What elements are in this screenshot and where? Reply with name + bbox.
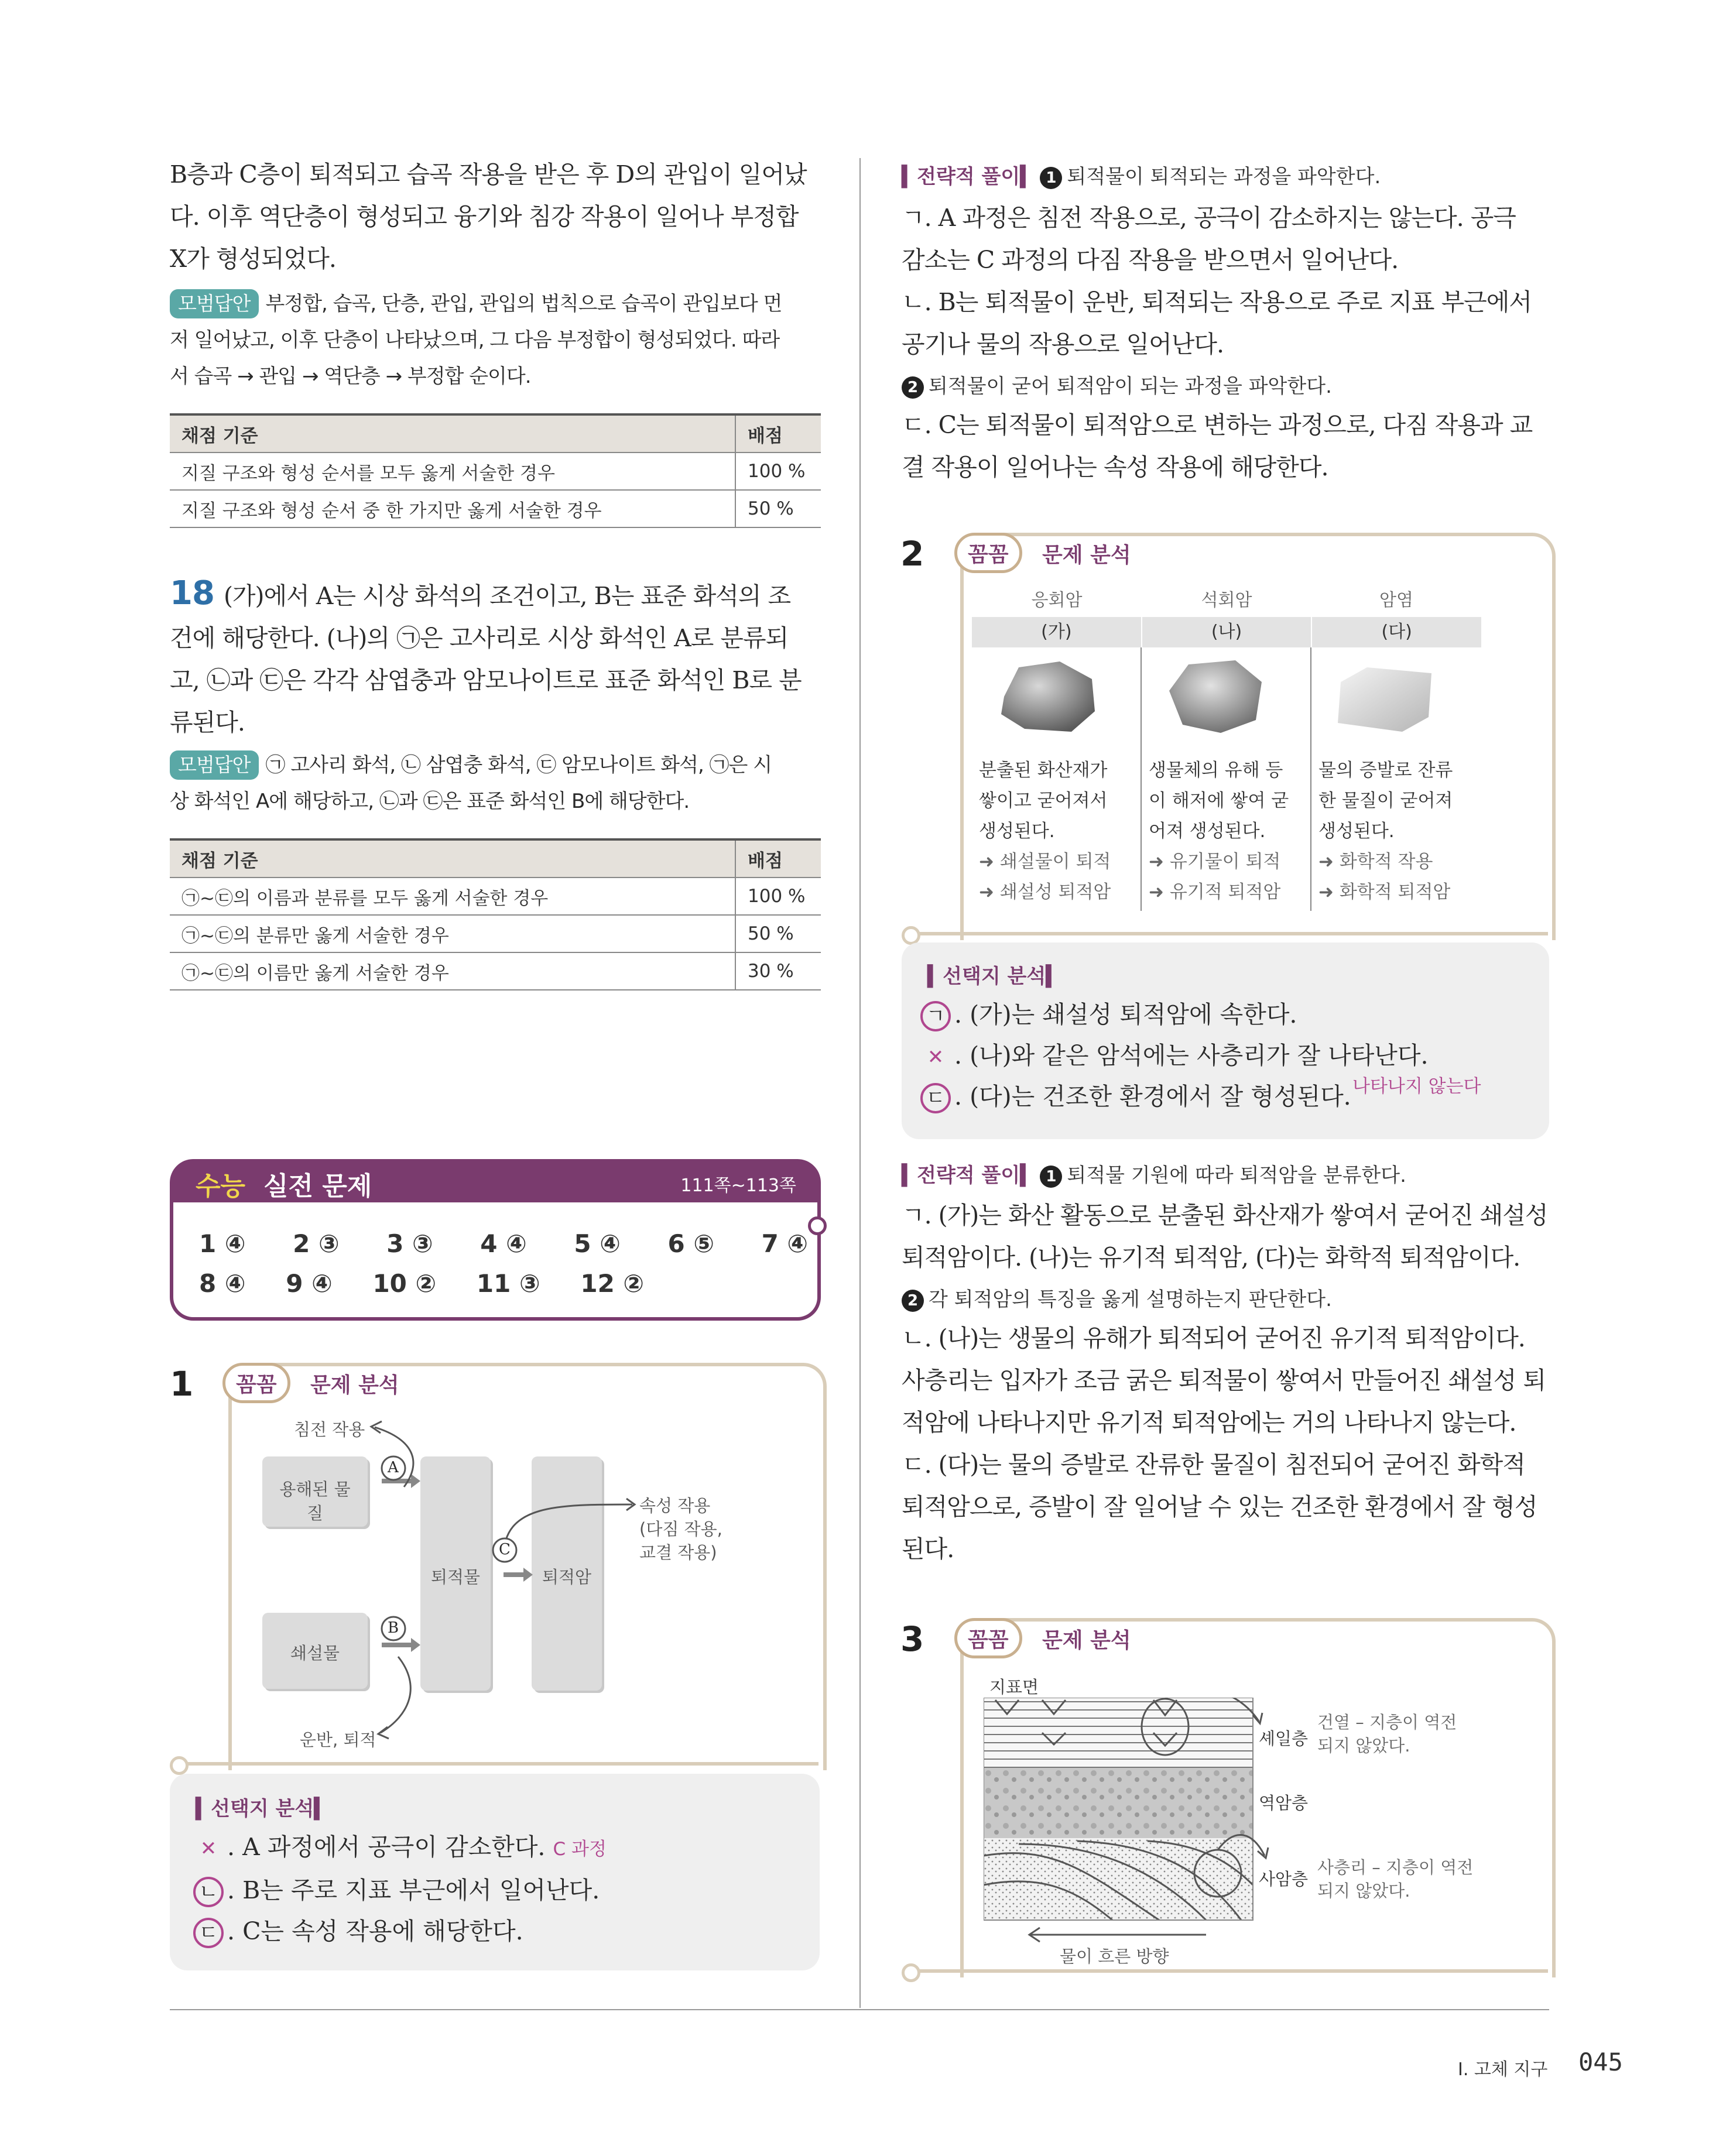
note-line: 사층리 – 지층이 역전 bbox=[1317, 1857, 1474, 1877]
desc-line: 물의 증발로 잔류 bbox=[1318, 760, 1453, 781]
strategy-label: ▍전략적 풀이▍ bbox=[902, 165, 1036, 188]
answer-item: 9 ④ bbox=[286, 1269, 333, 1298]
desc-line: 생성된다. bbox=[1318, 821, 1395, 842]
flow-direction-label: 물이 흐른 방향 bbox=[1060, 1946, 1169, 1966]
choice-list-1 bbox=[193, 1826, 802, 1952]
desc-line: ➜ 화학적 작용 bbox=[1318, 851, 1433, 872]
limestone-image bbox=[1162, 656, 1268, 738]
choice-item bbox=[920, 1035, 1541, 1076]
table-cell: ㉠~㉢의 이름과 분류를 모두 옳게 서술한 경우 bbox=[170, 878, 735, 915]
diagenesis-label bbox=[639, 1494, 722, 1564]
answer-item: 11 ③ bbox=[476, 1269, 540, 1298]
sediment-label: 퇴적물 bbox=[430, 1567, 481, 1587]
choice-list-2 bbox=[920, 994, 1541, 1117]
desc-line: 생물체의 유해 등 bbox=[1149, 760, 1283, 781]
dissolved-label: 용해된 물질 bbox=[279, 1479, 351, 1523]
note-line: 되지 않았다. bbox=[1317, 1736, 1410, 1756]
choice-title-text: 선택지 분석 bbox=[211, 1797, 314, 1821]
strategy-1-head-2 bbox=[902, 370, 1332, 399]
suneung-dot bbox=[808, 1216, 827, 1235]
circle-mark: ㄴ bbox=[193, 1877, 224, 1907]
strategy-heading: 각 퇴적암의 특징을 옳게 설명하는지 판단한다. bbox=[929, 1288, 1332, 1311]
rock-name: 응회암 bbox=[1031, 590, 1083, 611]
q18-line: 건에 해당한다. (나)의 ㉠은 고사리로 시상 화석인 A로 분류되 bbox=[170, 624, 789, 652]
strategy-line: 퇴적암이다. (나)는 유기적 퇴적암, (다)는 화학적 퇴적암이다. bbox=[902, 1243, 1520, 1271]
desc-line: ➜ 화학적 퇴적암 bbox=[1318, 882, 1451, 903]
strategy-1-head bbox=[902, 160, 1381, 189]
panel-line bbox=[186, 1762, 818, 1766]
rock-divider bbox=[1141, 647, 1142, 911]
model-answer-18 bbox=[170, 747, 826, 820]
model-answer-17 bbox=[170, 286, 826, 395]
choice-title: ▍선택지 분석▍ bbox=[927, 965, 1061, 988]
panel-line bbox=[918, 1969, 1548, 1973]
strategy-label-text: 전략적 풀이 bbox=[917, 1164, 1020, 1187]
rock-names bbox=[972, 585, 1481, 611]
crossbed-note bbox=[1317, 1856, 1473, 1903]
scoring-table-17 bbox=[170, 413, 821, 528]
table-header: 채점 기준 bbox=[170, 414, 735, 453]
diagenesis-line: (다짐 작용, bbox=[639, 1519, 722, 1539]
desc-line: 한 물질이 굳어져 bbox=[1318, 790, 1453, 811]
kkomkkom-badge: 꼼꼼 bbox=[954, 1618, 1022, 1658]
q18-line: 고, ㉡과 ㉢은 각각 삼엽충과 암모나이트로 표준 화석인 B로 분 bbox=[170, 666, 802, 694]
rock-name: 석회암 bbox=[1201, 590, 1252, 611]
desc-line: ➜ 유기물이 퇴적 bbox=[1149, 851, 1281, 872]
diagram-arrows bbox=[246, 1411, 808, 1762]
choice-text: . A 과정에서 공극이 감소한다. bbox=[227, 1833, 546, 1861]
choice-text: . (다)는 건조한 환경에서 잘 형성된다. bbox=[954, 1082, 1351, 1110]
step-2-icon: 2 bbox=[902, 1290, 924, 1312]
strategy-line: 사층리는 입자가 조금 굵은 퇴적물이 쌓여서 만들어진 쇄설성 퇴 bbox=[902, 1366, 1546, 1394]
strategy-heading: 퇴적물 기원에 따라 퇴적암을 분류한다. bbox=[1067, 1164, 1406, 1187]
circle-mark: ㄱ bbox=[920, 1001, 951, 1031]
question-number: 18 bbox=[170, 574, 214, 612]
mudcrack-note bbox=[1317, 1711, 1457, 1757]
rock-desc-1 bbox=[979, 755, 1137, 907]
rock-tag-row bbox=[972, 617, 1481, 647]
kkomkkom-badge: 꼼꼼 bbox=[954, 533, 1022, 573]
analysis-label: 문제 분석 bbox=[310, 1373, 399, 1397]
answer-item: 6 ⑤ bbox=[667, 1229, 714, 1258]
rock-divider bbox=[1310, 647, 1311, 911]
column-divider bbox=[859, 158, 861, 2008]
choice-text: . (가)는 쇄설성 퇴적암에 속한다. bbox=[954, 1000, 1297, 1029]
diagenesis-line: 교결 작용) bbox=[639, 1543, 717, 1562]
tuff-image bbox=[995, 656, 1101, 738]
choice-text: . B는 주로 지표 부근에서 일어난다. bbox=[227, 1876, 600, 1904]
strategy-line: ㄱ. A 과정은 침전 작용으로, 공극이 감소하지는 않는다. 공극 bbox=[902, 204, 1516, 232]
sandstone-label: 사암층 bbox=[1259, 1869, 1309, 1889]
strategy-line: ㄷ. C는 퇴적물이 퇴적암으로 변하는 과정으로, 다짐 작용과 교 bbox=[902, 411, 1533, 439]
table-header: 채점 기준 bbox=[170, 839, 735, 878]
answer-item: 7 ④ bbox=[761, 1229, 808, 1258]
table-header: 배점 bbox=[735, 414, 821, 453]
cross-mark-icon: ✕ bbox=[927, 1046, 944, 1069]
table-cell: ㉠~㉢의 이름만 옳게 서술한 경우 bbox=[170, 952, 735, 990]
table-cell: 100 % bbox=[735, 453, 821, 490]
choice-item bbox=[193, 1826, 802, 1870]
label-c: C bbox=[499, 1541, 511, 1558]
rock-tag: (다) bbox=[1381, 622, 1412, 642]
table-cell: 지질 구조와 형성 순서를 모두 옳게 서술한 경우 bbox=[170, 453, 735, 490]
problem-number-1: 1 bbox=[170, 1364, 194, 1404]
analysis-label: 문제 분석 bbox=[1042, 543, 1131, 567]
answer-item: 5 ④ bbox=[574, 1229, 621, 1258]
desc-line: 생성된다. bbox=[979, 821, 1055, 842]
step-1-icon: 1 bbox=[1040, 1166, 1062, 1188]
desc-line: 이 해저에 쌓여 굳 bbox=[1149, 790, 1289, 811]
table-cell: 지질 구조와 형성 순서 중 한 가지만 옳게 서술한 경우 bbox=[170, 490, 735, 527]
suneung-header bbox=[170, 1159, 821, 1202]
strategy-line: ㄴ. B는 퇴적물이 운반, 퇴적되는 작용으로 주로 지표 부근에서 bbox=[902, 288, 1532, 316]
rock-label: 퇴적암 bbox=[542, 1567, 592, 1587]
sedimentation-diagram bbox=[246, 1411, 808, 1762]
strategy-label-text: 전략적 풀이 bbox=[917, 165, 1020, 188]
table-cell: 30 % bbox=[735, 952, 821, 990]
clastic-label: 쇄설물 bbox=[290, 1643, 340, 1663]
circle-mark: ㄷ bbox=[193, 1918, 224, 1948]
shale-label: 셰일층 bbox=[1259, 1729, 1309, 1749]
answer-item: 8 ④ bbox=[199, 1269, 246, 1298]
rock-tag: (나) bbox=[1142, 617, 1313, 647]
intro-line: X가 형성되었다. bbox=[170, 245, 336, 273]
model-line: 저 일어났고, 이후 단층이 나타났으며, 그 다음 부정합이 형성되었다. 따라 bbox=[170, 328, 780, 352]
table-header: 배점 bbox=[735, 839, 821, 878]
answer-item: 12 ② bbox=[580, 1269, 644, 1298]
desc-line: ➜ 쇄설성 퇴적암 bbox=[979, 882, 1111, 903]
strategy-2-head bbox=[902, 1159, 1406, 1188]
precipitation-label: 침전 작용 bbox=[294, 1420, 365, 1439]
table-cell: 50 % bbox=[735, 915, 821, 952]
note-line: 건열 – 지층이 역전 bbox=[1317, 1712, 1457, 1732]
choice-item bbox=[920, 994, 1541, 1035]
model-line: 상 화석인 A에 해당하고, ㉡과 ㉢은 표준 화석인 B에 해당한다. bbox=[170, 790, 690, 813]
answer-item: 3 ③ bbox=[386, 1229, 433, 1258]
rock-salt-image bbox=[1332, 661, 1437, 738]
strategy-line: ㄱ. (가)는 화산 활동으로 분출된 화산재가 쌓여서 굳어진 쇄설성 bbox=[902, 1201, 1548, 1229]
desc-line: ➜ 유기적 퇴적암 bbox=[1149, 882, 1281, 903]
rock-tag: (가) bbox=[972, 617, 1142, 647]
strategy-heading: 퇴적물이 퇴적되는 과정을 파악한다. bbox=[1067, 165, 1381, 188]
answer-item: 4 ④ bbox=[480, 1229, 527, 1258]
answer-item: 2 ③ bbox=[293, 1229, 340, 1258]
label-a: A bbox=[388, 1459, 399, 1476]
section-label: I. 고체 지구 bbox=[1458, 2059, 1548, 2080]
answer-item: 1 ④ bbox=[199, 1229, 246, 1258]
strategy-label: ▍전략적 풀이▍ bbox=[902, 1164, 1036, 1187]
choice-text: . C는 속성 작용에 해당한다. bbox=[227, 1917, 523, 1945]
answer-item: 10 ② bbox=[372, 1269, 437, 1298]
desc-line: 분출된 화산재가 bbox=[979, 760, 1108, 781]
surface-label: 지표면 bbox=[989, 1677, 1039, 1697]
label-b: B bbox=[388, 1619, 399, 1637]
panel-line bbox=[918, 932, 1548, 935]
strategy-line: ㄷ. (다)는 물의 증발로 잔류한 물질이 침전되어 굳어진 화학적 bbox=[902, 1451, 1525, 1479]
choice-item bbox=[193, 1911, 802, 1952]
desc-line: ➜ 쇄설물이 퇴적 bbox=[979, 851, 1111, 872]
page-number: 045 bbox=[1578, 2048, 1623, 2076]
choice-title-text: 선택지 분석 bbox=[943, 965, 1046, 988]
strategy-line: 적암에 나타나지만 유기적 퇴적암에는 거의 나타나지 않는다. bbox=[902, 1408, 1516, 1437]
problem-number-2: 2 bbox=[900, 534, 924, 574]
strategy-line: 퇴적암으로, 증발이 잘 일어날 수 있는 건조한 환경에서 잘 형성 bbox=[902, 1493, 1537, 1521]
suneung-title-a: 수능 bbox=[196, 1171, 246, 1201]
table-cell: ㉠~㉢의 분류만 옳게 서술한 경우 bbox=[170, 915, 735, 952]
kkomkkom-badge: 꼼꼼 bbox=[222, 1363, 290, 1403]
step-2-icon: 2 bbox=[902, 376, 924, 399]
transport-label: 운반, 퇴적 bbox=[300, 1730, 376, 1750]
table-cell: 50 % bbox=[735, 490, 821, 527]
answers-row-1 bbox=[199, 1229, 808, 1258]
strategy-heading: 퇴적물이 굳어 퇴적암이 되는 과정을 파악한다. bbox=[929, 375, 1332, 398]
model-line: ㉠ 고사리 화석, ㉡ 삼엽충 화석, ㉢ 암모나이트 화석, ㉠은 시 bbox=[265, 753, 772, 777]
strategy-2-body bbox=[902, 1194, 1552, 1278]
choice-title: ▍선택지 분석▍ bbox=[196, 1797, 330, 1821]
table-cell: 100 % bbox=[735, 878, 821, 915]
circle-mark: ㄷ bbox=[920, 1083, 951, 1113]
model-line: 서 습곡 → 관입 → 역단층 → 부정합 순이다. bbox=[170, 365, 531, 388]
choice-item bbox=[193, 1870, 802, 1911]
strategy-2-head-2 bbox=[902, 1283, 1332, 1312]
correction-note: 나타나지 않는다 bbox=[1352, 1076, 1481, 1097]
answers-row-2 bbox=[199, 1269, 644, 1298]
strategy-line: 된다. bbox=[902, 1535, 954, 1563]
suneung-answer-box bbox=[170, 1202, 821, 1321]
model-answer-badge: 모범답안 bbox=[170, 289, 259, 318]
strategy-line: 감소는 C 과정의 다짐 작용을 받으면서 일어난다. bbox=[902, 246, 1399, 274]
suneung-title-b: 실전 문제 bbox=[263, 1171, 372, 1201]
choice-text: . (나)와 같은 암석에는 사층리가 잘 나타난다. bbox=[954, 1041, 1429, 1070]
diagenesis-line: 속성 작용 bbox=[639, 1496, 711, 1516]
rock-desc-2 bbox=[1149, 755, 1307, 907]
problem-number-3: 3 bbox=[900, 1619, 924, 1659]
question-18 bbox=[170, 573, 826, 743]
scoring-table-18 bbox=[170, 838, 821, 990]
rock-name: 암염 bbox=[1379, 590, 1413, 611]
correction-note: C 과정 bbox=[553, 1839, 607, 1860]
strategy-line: ㄴ. (나)는 생물의 유해가 퇴적되어 굳어진 유기적 퇴적암이다. bbox=[902, 1324, 1525, 1352]
q18-line: 류된다. bbox=[170, 708, 245, 736]
strategy-line: 공기나 물의 작용으로 일어난다. bbox=[902, 330, 1224, 358]
analysis-label: 문제 분석 bbox=[1042, 1629, 1131, 1653]
suneung-pages: 111쪽~113쪽 bbox=[680, 1175, 796, 1196]
strategy-2-body-2 bbox=[902, 1317, 1552, 1570]
intro-paragraph bbox=[170, 153, 826, 280]
model-line: 부정합, 습곡, 단층, 관입, 관입의 법칙으로 습곡이 관입보다 먼 bbox=[265, 292, 782, 316]
rock-desc-3 bbox=[1318, 755, 1477, 907]
strategy-line: 결 작용이 일어나는 속성 작용에 해당한다. bbox=[902, 453, 1328, 481]
step-1-icon: 1 bbox=[1040, 167, 1062, 189]
q18-line: (가)에서 A는 시상 화석의 조건이고, B는 표준 화석의 조 bbox=[223, 582, 791, 610]
panel-dot bbox=[170, 1756, 189, 1775]
strategy-1-body bbox=[902, 197, 1552, 365]
desc-line: 쌓이고 굳어져서 bbox=[979, 790, 1108, 811]
note-line: 되지 않았다. bbox=[1317, 1881, 1410, 1901]
conglomerate-label: 역암층 bbox=[1259, 1793, 1309, 1813]
panel-dot bbox=[902, 1963, 920, 1982]
desc-line: 어져 생성된다. bbox=[1149, 821, 1266, 842]
intro-line: 다. 이후 역단층이 형성되고 융기와 침강 작용이 일어나 부정합 bbox=[170, 203, 799, 231]
footer-rule bbox=[170, 2009, 1549, 2010]
cross-mark-icon: ✕ bbox=[200, 1837, 217, 1860]
model-answer-badge: 모범답안 bbox=[170, 750, 259, 780]
intro-line: B층과 C층이 퇴적되고 습곡 작용을 받은 후 D의 관입이 일어났 bbox=[170, 160, 807, 188]
strategy-1-body-2 bbox=[902, 404, 1552, 488]
